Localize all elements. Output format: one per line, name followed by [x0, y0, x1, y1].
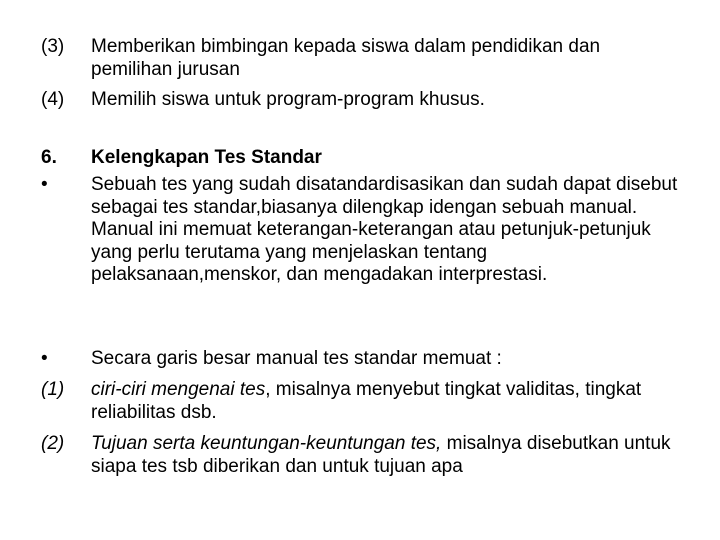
list-marker: (1)	[41, 379, 65, 400]
section-title: Kelengkapan Tes Standar	[91, 147, 322, 168]
list-marker: (3)	[41, 36, 65, 57]
bullet-marker: •	[41, 348, 48, 369]
section-number: 6.	[41, 147, 57, 168]
bullet-paragraph	[41, 348, 681, 371]
section-heading-6	[41, 147, 681, 170]
list-item-plain-text: misalnya disebutkan untuk siapa tes tsb diberikan dan untuk tujuan apa	[91, 433, 671, 477]
list-item-text: Memilih siswa untuk program-program khusus.	[91, 89, 485, 110]
list-item-text	[91, 433, 681, 478]
list-marker: (4)	[41, 89, 65, 110]
list-item-italic-text: Tujuan serta keuntungan-keuntungan tes,	[91, 433, 442, 454]
list-item-plain-text: , misalnya menyebut tingkat validitas, tingkat reliabilitas dsb.	[91, 379, 642, 423]
list-item-text: Memberikan bimbingan kepada siswa dalam pendidikan dan pemilihan jurusan	[91, 36, 601, 80]
bullet-text: Secara garis besar manual tes standar memuat :	[91, 348, 502, 369]
bullet-marker: •	[41, 174, 48, 195]
list-marker: (2)	[41, 433, 65, 454]
list-item-italic-text: ciri-ciri mengenai tes	[91, 379, 266, 400]
list-item-text	[91, 379, 681, 424]
bullet-paragraph	[41, 174, 681, 287]
list-item-1	[41, 379, 681, 424]
list-item-4	[41, 89, 681, 112]
list-item-2	[41, 433, 681, 478]
list-item-3	[41, 36, 681, 81]
bullet-text: Sebuah tes yang sudah disatandardisasikan dan sudah dapat disebut sebagai tes standar,biasanya dilengkap idengan sebuah manual. Manual ini memuat keterangan-keterangan atau petunjuk-petunjuk yang perlu terutama yang menjelaskan tentang pelaksanaan,menskor, dan mengadakan interprestasi.	[91, 174, 678, 285]
